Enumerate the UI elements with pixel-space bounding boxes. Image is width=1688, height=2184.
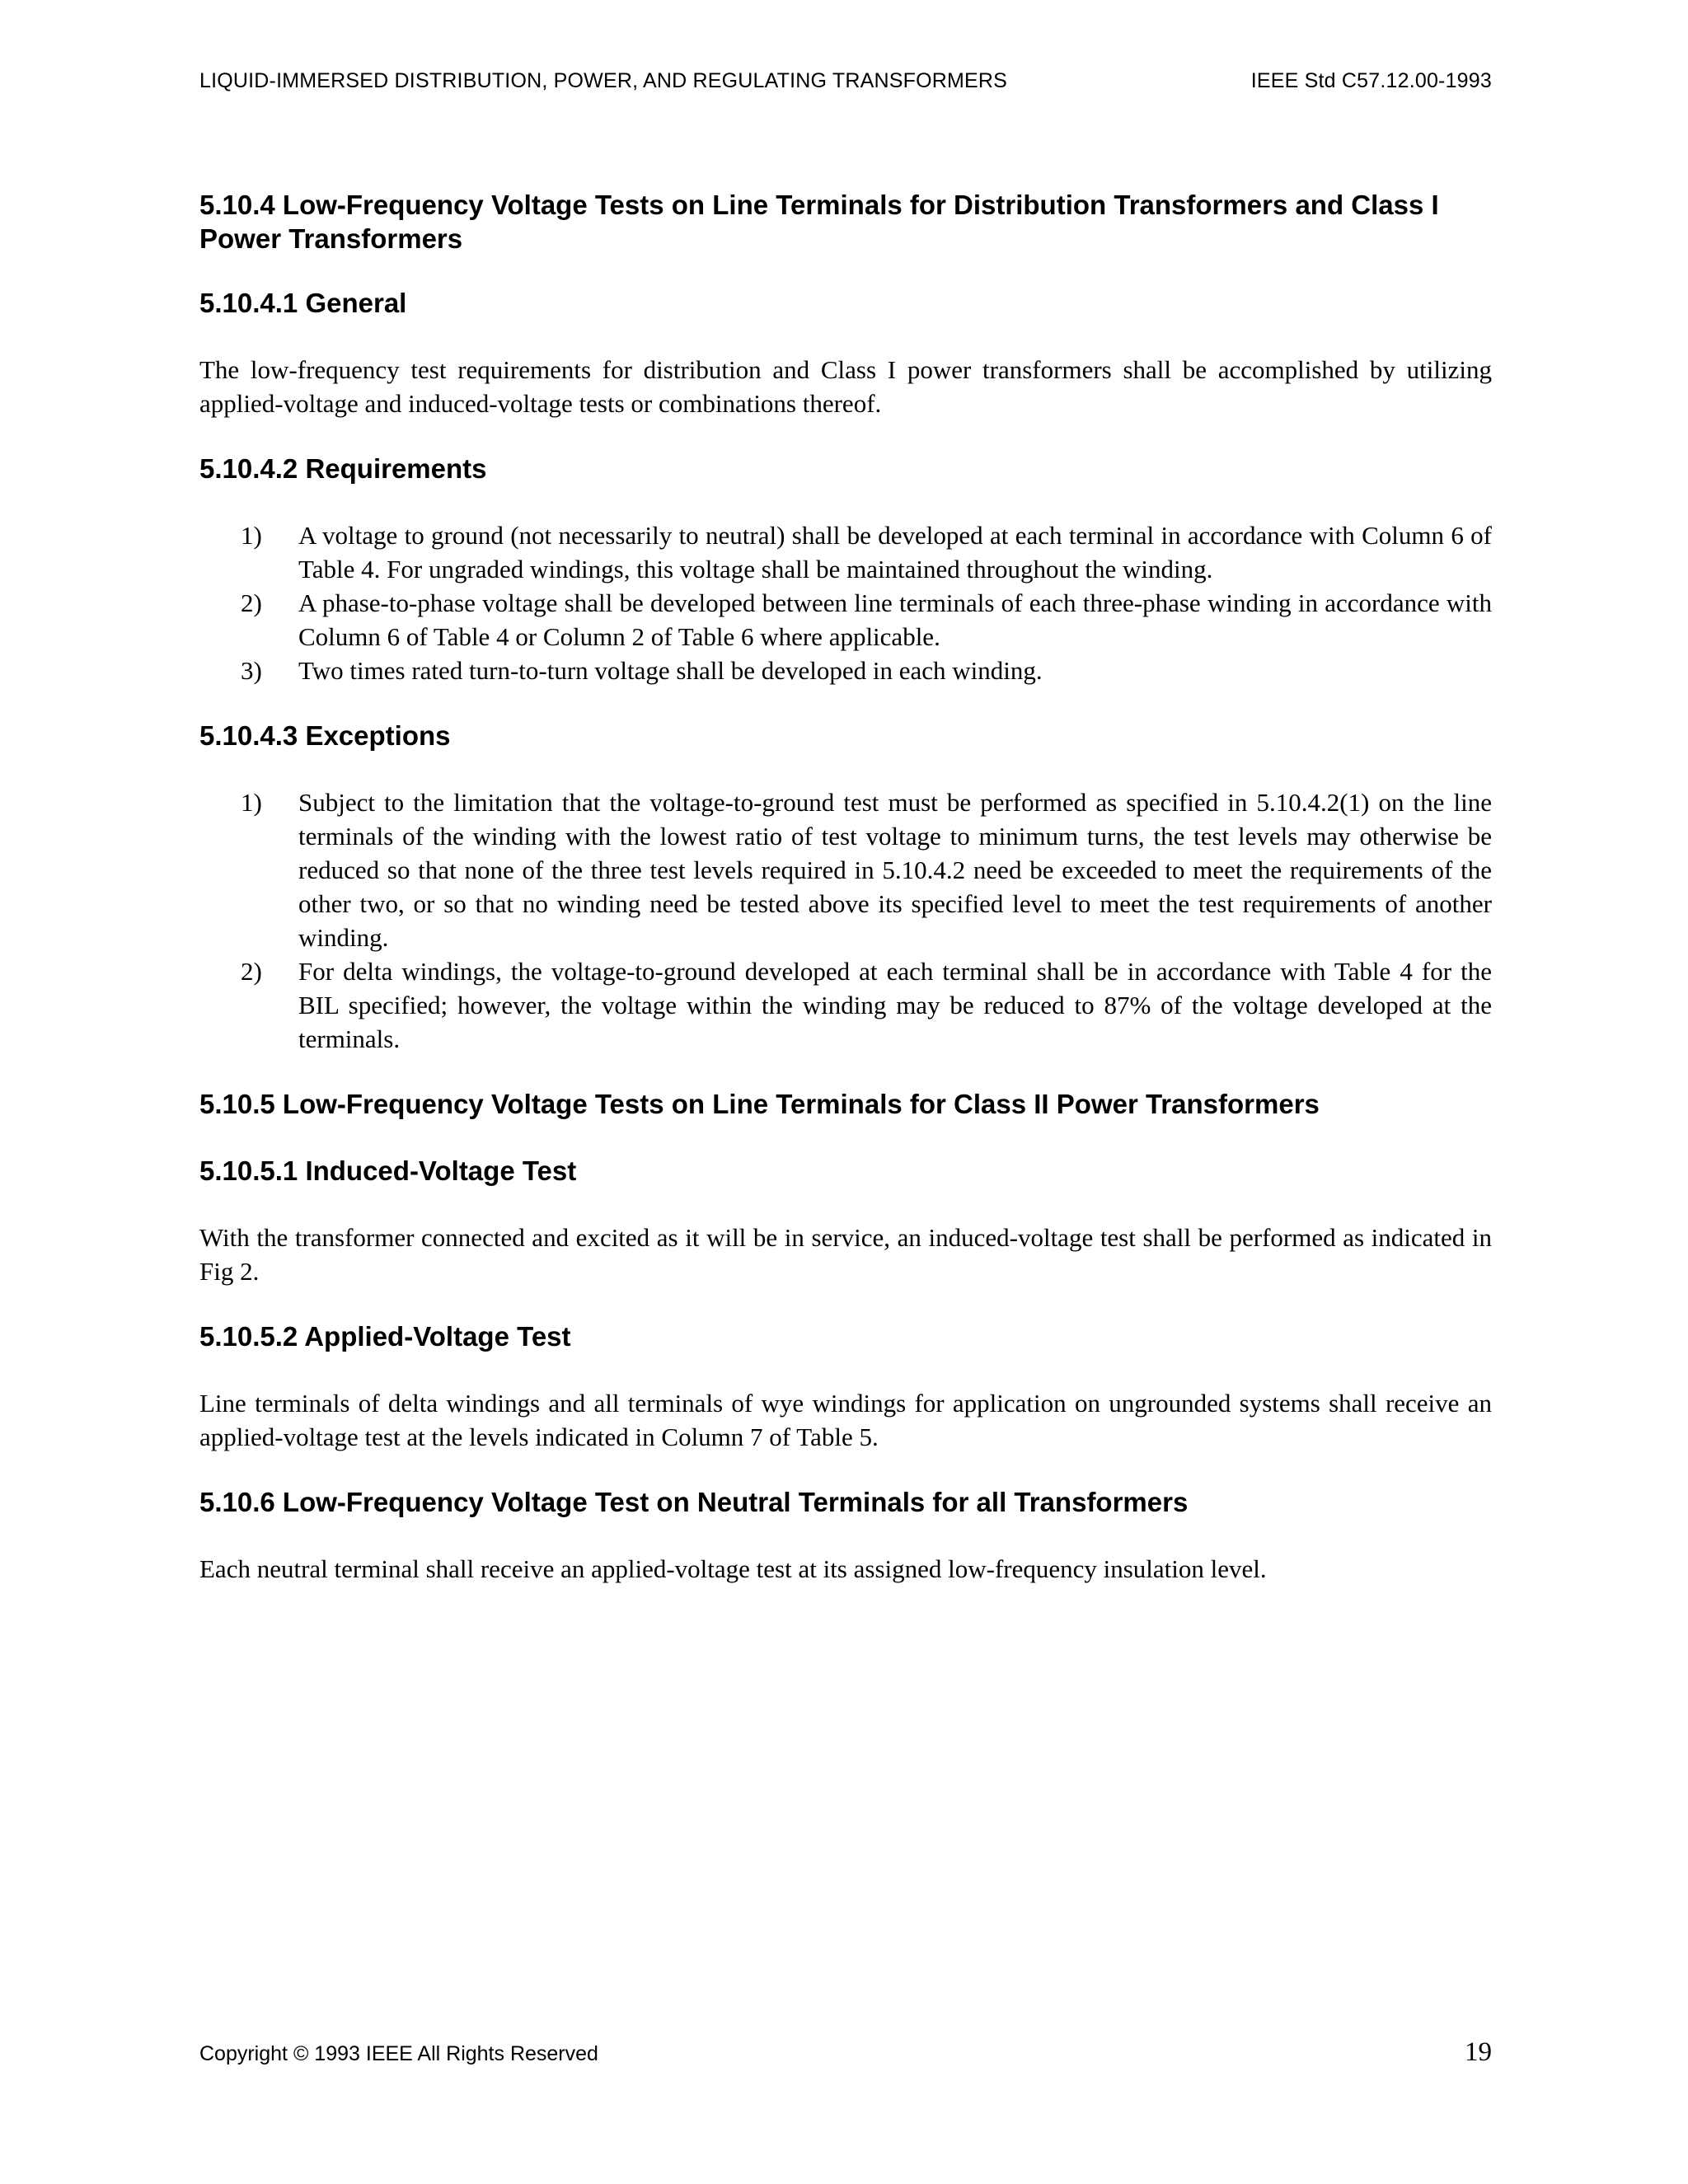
exceptions-list <box>199 785 1492 1056</box>
list-item <box>199 518 1492 586</box>
page-content <box>199 188 1492 1617</box>
running-footer <box>199 2037 1492 2068</box>
list-item-text: Two times rated turn-to-turn voltage shall be developed in each winding. <box>298 656 1043 685</box>
section-heading-5-10-5-1: 5.10.5.1 Induced-Voltage Test <box>199 1155 577 1186</box>
paragraph-5-10-6: Each neutral terminal shall receive an applied-voltage test at its assigned low-frequency insulation level. <box>199 1554 1267 1583</box>
section-heading-5-10-4-3: 5.10.4.3 Exceptions <box>199 720 451 751</box>
section-heading-5-10-6: 5.10.6 Low-Frequency Voltage Test on Neutral Terminals for all Transformers <box>199 1487 1189 1517</box>
paragraph-5-10-4-1: The low-frequency test requirements for distribution and Class I power transformers shall be accomplished by utilizing applied-voltage and induced-voltage tests or combinations thereof. <box>199 355 1492 418</box>
list-item-number: 2) <box>241 957 262 986</box>
paragraph-5-10-5-1: With the transformer connected and excited as it will be in service, an induced-voltage test shall be performed as indicated in Fig 2. <box>199 1223 1492 1286</box>
list-item <box>199 586 1492 654</box>
paragraph-5-10-5-2: Line terminals of delta windings and all terminals of wye windings for application on ungrounded systems shall receive an applied-voltage test at the levels indicated in Column 7 of Table 5. <box>199 1389 1492 1451</box>
list-item <box>199 785 1492 954</box>
list-item-number: 1) <box>241 521 262 550</box>
requirements-list <box>199 518 1492 687</box>
page-number: 19 <box>1465 2037 1492 2067</box>
header-title: LIQUID-IMMERSED DISTRIBUTION, POWER, AND REGULATING TRANSFORMERS <box>199 69 1008 92</box>
section-heading-5-10-5-2: 5.10.5.2 Applied-Voltage Test <box>199 1321 571 1352</box>
section-heading-5-10-4: 5.10.4 Low-Frequency Voltage Tests on Line Terminals for Distribution Transformers and Class I Power Transformers <box>199 190 1439 254</box>
list-item-number: 2) <box>241 588 262 617</box>
copyright-notice: Copyright © 1993 IEEE All Rights Reserved <box>199 2042 598 2065</box>
section-heading-5-10-4-1: 5.10.4.1 General <box>199 288 407 318</box>
list-item-text: A voltage to ground (not necessarily to neutral) shall be developed at each terminal in accordance with Column 6 of Table 4. For ungraded windings, this voltage shall be maintained throughout the winding. <box>298 521 1492 583</box>
list-item-number: 3) <box>241 656 262 685</box>
header-standard: IEEE Std C57.12.00-1993 <box>1250 69 1492 92</box>
list-item <box>199 954 1492 1056</box>
list-item-number: 1) <box>241 788 262 817</box>
list-item <box>199 654 1492 687</box>
list-item-text: A phase-to-phase voltage shall be developed between line terminals of each three-phase winding in accordance with Column 6 of Table 4 or Column 2 of Table 6 where applicable. <box>298 588 1492 651</box>
running-header <box>199 69 1492 93</box>
section-heading-5-10-4-2: 5.10.4.2 Requirements <box>199 453 487 484</box>
list-item-text: Subject to the limitation that the voltage-to-ground test must be performed as specified in 5.10.4.2(1) on the line terminals of the winding with the lowest ratio of test voltage to minimum turns, the test levels may otherwise be reduced so that none of the three test levels required in 5.10.4.2 need be exceeded to meet the requirements of the other two, or so that no winding need be tested above its specified level to meet the test requirements of another winding. <box>298 788 1492 952</box>
section-heading-5-10-5: 5.10.5 Low-Frequency Voltage Tests on Line Terminals for Class II Power Transformers <box>199 1089 1320 1119</box>
list-item-text: For delta windings, the voltage-to-ground developed at each terminal shall be in accordance with Table 4 for the BIL specified; however, the voltage within the winding may be reduced to 87% of the voltage developed at the terminals. <box>298 957 1492 1053</box>
